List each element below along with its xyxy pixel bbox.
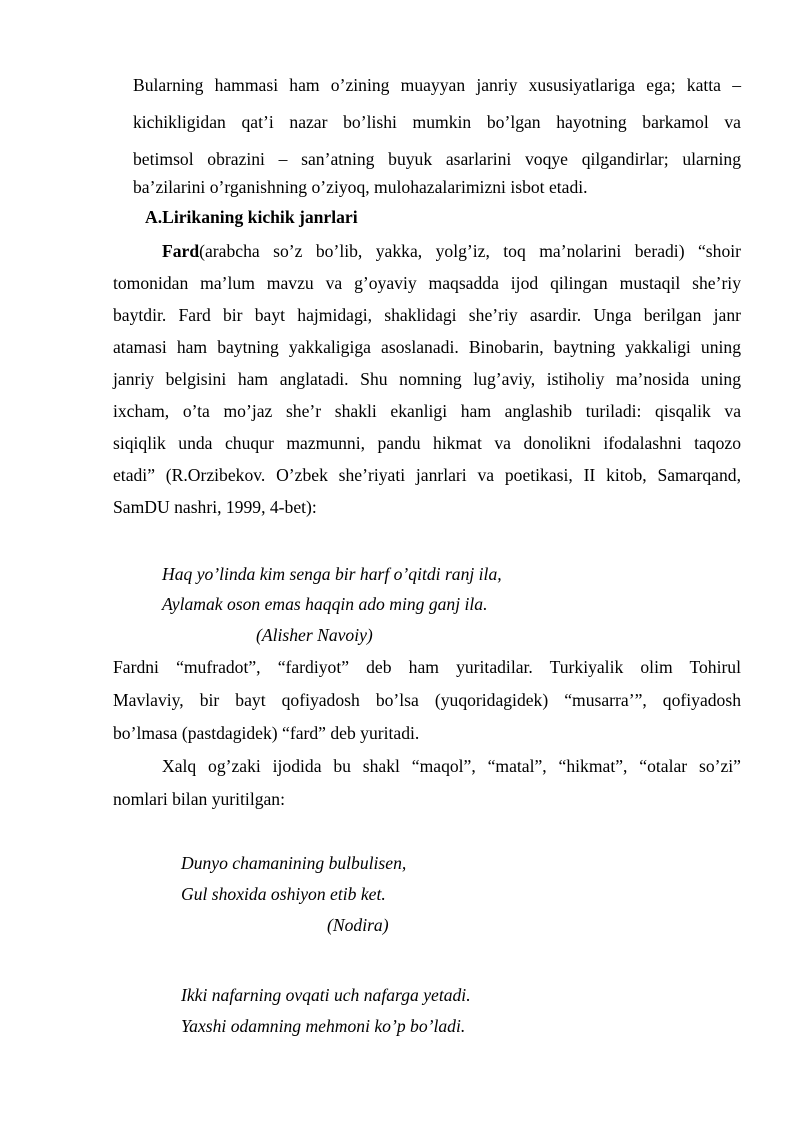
text-line: ixcham, o’ta mo’jaz she’r shakli ekanligi ham anglashib turiladi: qisqalik va bbox=[113, 401, 741, 421]
text-line: Mavlaviy, bir bayt qofiyadosh bo’lsa (yuqoridagidek) “musarra’”, qofiyadosh bbox=[113, 690, 741, 710]
text-line: nomlari bilan yuritilgan: bbox=[113, 789, 285, 809]
text-line: Bularning hammasi ham o’zining muayyan janriy xususiyatlariga ega; katta – bbox=[133, 75, 741, 95]
text-line: tomonidan ma’lum mavzu va g’oyaviy maqsadda ijod qilingan mustaqil she’riy bbox=[113, 273, 741, 293]
text-line: Fardni “mufradot”, “fardiyot” deb ham yuritadilar. Turkiyalik olim Tohirul bbox=[113, 657, 741, 677]
verse-line: Haq yo’linda kim senga bir harf o’qitdi ranj ila, bbox=[162, 564, 502, 584]
term-fard: Fard bbox=[162, 241, 200, 261]
text-line: ba’zilarini o’rganishning o’ziyoq, mulohazalarimizni isbot etadi. bbox=[133, 177, 588, 197]
section-heading: A.Lirikaning kichik janrlari bbox=[145, 207, 358, 227]
text-line: kichikligidan qat’i nazar bo’lishi mumkin bo’lgan hayotning barkamol va bbox=[133, 112, 741, 132]
text-line: atamasi ham baytning yakkaligiga asoslanadi. Binobarin, baytning yakkaligi uning bbox=[113, 337, 741, 357]
verse-line: Yaxshi odamning mehmoni ko’p bo’ladi. bbox=[181, 1016, 466, 1036]
text-line: SamDU nashri, 1999, 4-bet): bbox=[113, 497, 317, 517]
verse-author: (Nodira) bbox=[327, 915, 389, 935]
text-span: (arabcha so’z bo’lib, yakka, yolg’iz, toq ma’nolarini beradi) “shoir bbox=[199, 241, 741, 261]
verse-line: Dunyo chamanining bulbulisen, bbox=[181, 853, 407, 873]
text-line: Xalq og’zaki ijodida bu shakl “maqol”, “matal”, “hikmat”, “otalar so’zi” bbox=[162, 756, 741, 776]
text-line: etadi” (R.Orzibekov. O’zbek she’riyati janrlari va poetikasi, II kitob, Samarqand, bbox=[113, 465, 741, 485]
verse-line: Aylamak oson emas haqqin ado ming ganj ila. bbox=[162, 594, 488, 614]
verse-line: Ikki nafarning ovqati uch nafarga yetadi. bbox=[181, 985, 471, 1005]
text-line: siqiqlik unda chuqur mazmunni, pandu hikmat va donolikni ifodalashni taqozo bbox=[113, 433, 741, 453]
verse-line: Gul shoxida oshiyon etib ket. bbox=[181, 884, 386, 904]
text-line: betimsol obrazini – san’atning buyuk asarlarini voqye qilgandirlar; ularning bbox=[133, 149, 741, 169]
text-line bbox=[162, 240, 741, 262]
text-line: bo’lmasa (pastdagidek) “fard” deb yuritadi. bbox=[113, 723, 420, 743]
text-line: baytdir. Fard bir bayt hajmidagi, shaklidagi she’riy asardir. Unga berilgan janr bbox=[113, 305, 741, 325]
verse-author: (Alisher Navoiy) bbox=[256, 625, 373, 645]
text-line: janriy belgisini ham anglatadi. Shu nomning lug’aviy, istiholiy ma’nosida uning bbox=[113, 369, 741, 389]
